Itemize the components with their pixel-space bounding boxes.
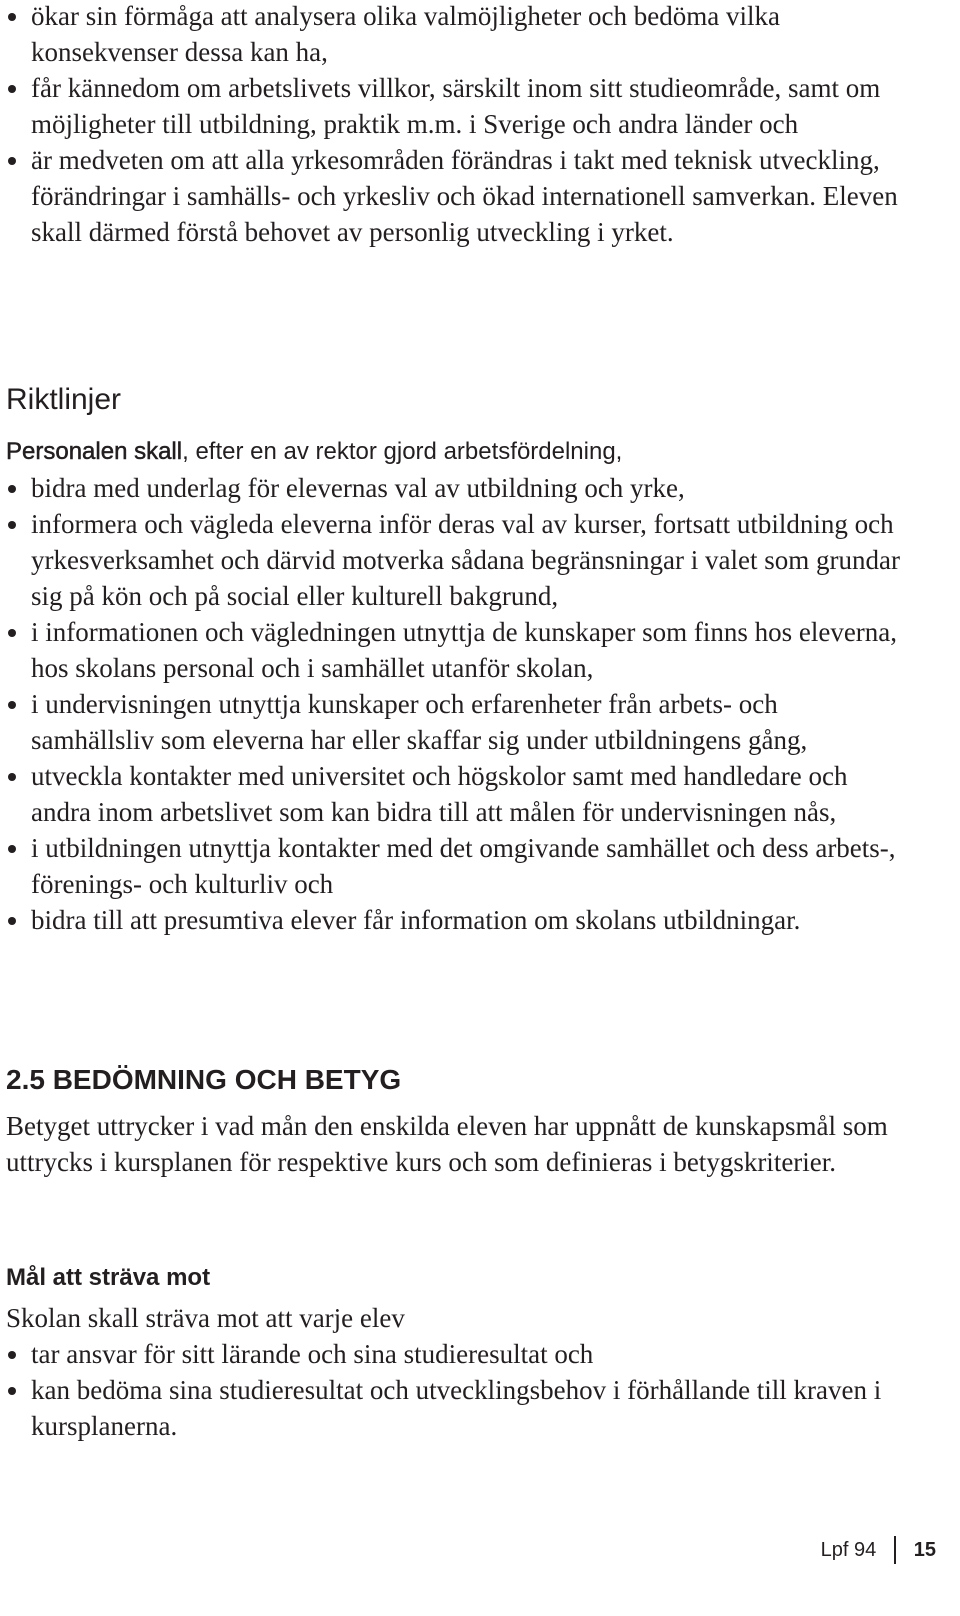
section-heading: 2.5 BEDÖMNING OCH BETYG (6, 1064, 402, 1095)
list-item: i undervisningen utnyttja kunskaper och erfarenheter från arbets- och samhällsliv som eleverna har eller skaffar sig under utbildningens gång, (6, 686, 906, 758)
list-item: bidra med underlag för elevernas val av utbildning och yrke, (6, 470, 906, 506)
list-item: i informationen och vägledningen utnyttja de kunskaper som finns hos eleverna, hos skolans personal och i samhället utanför skolan, (6, 614, 906, 686)
goals-list (6, 1336, 906, 1444)
document-name: Lpf 94 (820, 1538, 877, 1561)
page-number: 15 (913, 1538, 936, 1561)
list-item: bidra till att presumtiva elever får information om skolans utbildningar. (6, 902, 906, 938)
goal-list-continued (6, 0, 906, 250)
list-item: är medveten om att alla yrkesområden förändras i takt med teknisk utveckling, förändringar i samhälls- och yrkesliv och ökad internationell samverkan. Eleven skall därmed förstå behovet av personlig utveckling i yrket. (6, 142, 906, 250)
goals-intro: Skolan skall sträva mot att varje elev (6, 1303, 405, 1333)
goals-section (6, 1260, 906, 1444)
list-item: informera och vägleda eleverna inför deras val av kurser, fortsatt utbildning och yrkesverksamhet och därvid motverka sådana begränsningar i valet som grundar sig på kön och på social eller kulturell bakgrund, (6, 506, 906, 614)
top-bullet-list (6, 0, 906, 250)
footer-divider (894, 1536, 896, 1564)
list-item: ökar sin förmåga att analysera olika valmöjligheter och bedöma vilka konsekvenser dessa kan ha, (6, 0, 906, 70)
list-item: kan bedöma sina studieresultat och utvecklingsbehov i förhållande till kraven i kursplanerna. (6, 1372, 906, 1444)
riktlinjer-list (6, 470, 906, 938)
list-item: utveckla kontakter med universitet och högskolor samt med handledare och andra inom arbetslivet som kan bidra till att målen för undervisningen nås, (6, 758, 906, 830)
intro-rest-text: , efter en av rektor gjord arbetsfördelning, (182, 438, 623, 465)
page-footer (821, 1536, 936, 1564)
section-paragraph: Betyget uttrycker i vad mån den enskilda eleven har uppnått de kunskapsmål som uttrycks i kursplanen för respektive kurs och som definieras i betygskriterier. (6, 1111, 888, 1177)
list-item: får kännedom om arbetslivets villkor, särskilt inom sitt studieområde, samt om möjligheter till utbildning, praktik m.m. i Sverige och andra länder och (6, 70, 906, 142)
list-item: tar ansvar för sitt lärande och sina studieresultat och (6, 1336, 906, 1372)
riktlinjer-intro (6, 434, 906, 470)
riktlinjer-heading: Riktlinjer (6, 383, 122, 416)
riktlinjer-section (6, 382, 906, 938)
goals-heading: Mål att sträva mot (6, 1264, 211, 1291)
list-item: i utbildningen utnyttja kontakter med det omgivande samhället och dess arbets-, förenings- och kulturliv och (6, 830, 906, 902)
intro-bold-text: Personalen skall (6, 438, 183, 465)
bedomning-section (6, 1062, 906, 1180)
